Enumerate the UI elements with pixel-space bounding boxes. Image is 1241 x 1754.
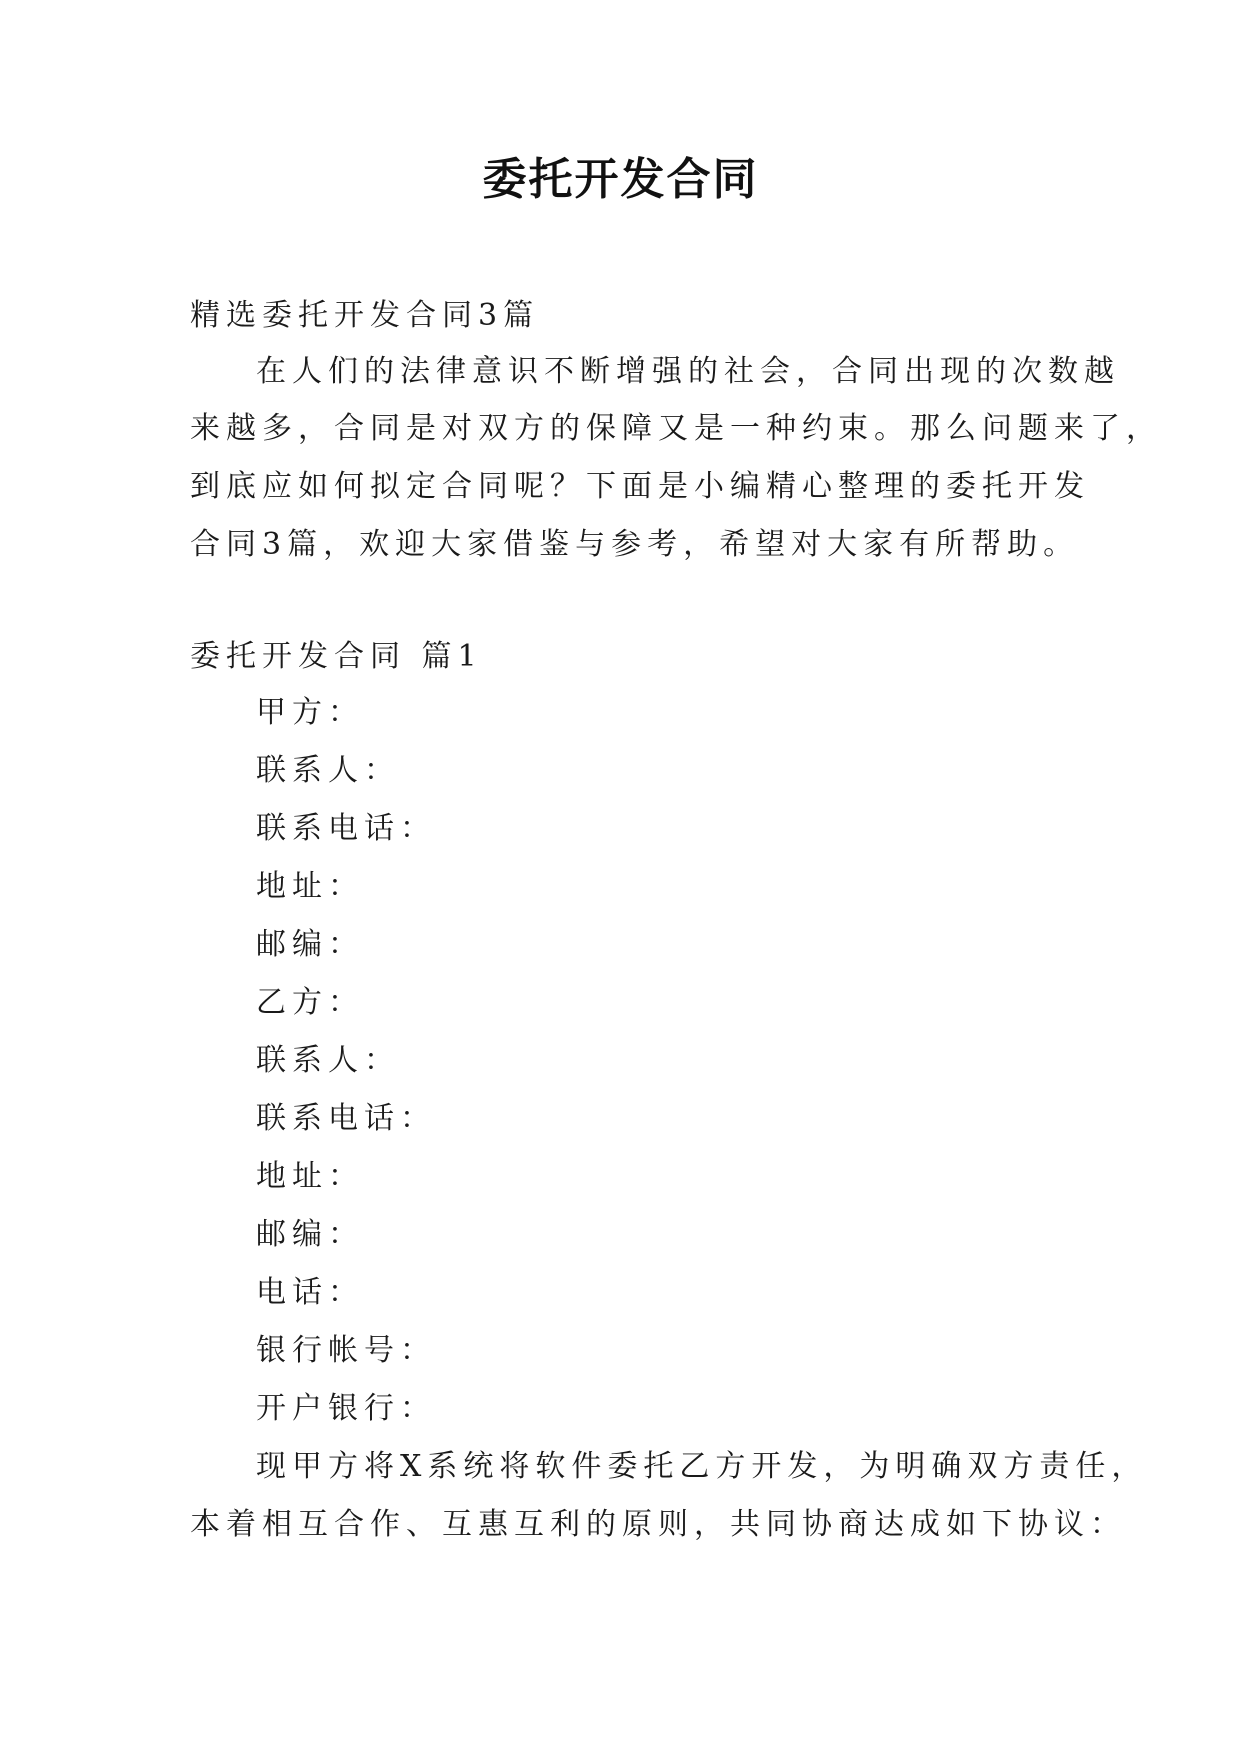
party-b-contact-person: 联系人： (256, 1043, 400, 1078)
party-a-label: 甲方： (256, 695, 364, 730)
party-b-address: 地址： (256, 1159, 364, 1194)
agreement-line: 现甲方将X系统将软件委托乙方开发，为明确双方责任， (256, 1449, 1148, 1484)
party-a-postcode: 邮编： (256, 927, 364, 962)
party-b-phone: 联系电话： (256, 1101, 436, 1136)
intro-line: 来越多，合同是对双方的保障又是一种约束。那么问题来了， (190, 411, 1162, 446)
section-heading: 委托开发合同 篇1 (190, 639, 483, 674)
intro-line: 在人们的法律意识不断增强的社会，合同出现的次数越 (256, 354, 1120, 389)
party-b-telephone: 电话： (256, 1275, 364, 1310)
party-b-bank-name: 开户银行： (256, 1391, 436, 1426)
intro-line: 到底应如何拟定合同呢？下面是小编精心整理的委托开发 (190, 469, 1090, 504)
party-b-bank-account: 银行帐号： (256, 1333, 436, 1368)
agreement-line: 本着相互合作、互惠互利的原则，共同协商达成如下协议： (190, 1507, 1126, 1542)
party-a-contact-person: 联系人： (256, 753, 400, 788)
party-b-label: 乙方： (256, 985, 364, 1020)
party-a-address: 地址： (256, 869, 364, 904)
intro-line: 合同3篇，欢迎大家借鉴与参考，希望对大家有所帮助。 (190, 527, 1080, 562)
document-subtitle: 精选委托开发合同3篇 (190, 298, 540, 333)
document-title: 委托开发合同 (482, 154, 759, 205)
party-b-postcode: 邮编： (256, 1217, 364, 1252)
party-a-phone: 联系电话： (256, 811, 436, 846)
